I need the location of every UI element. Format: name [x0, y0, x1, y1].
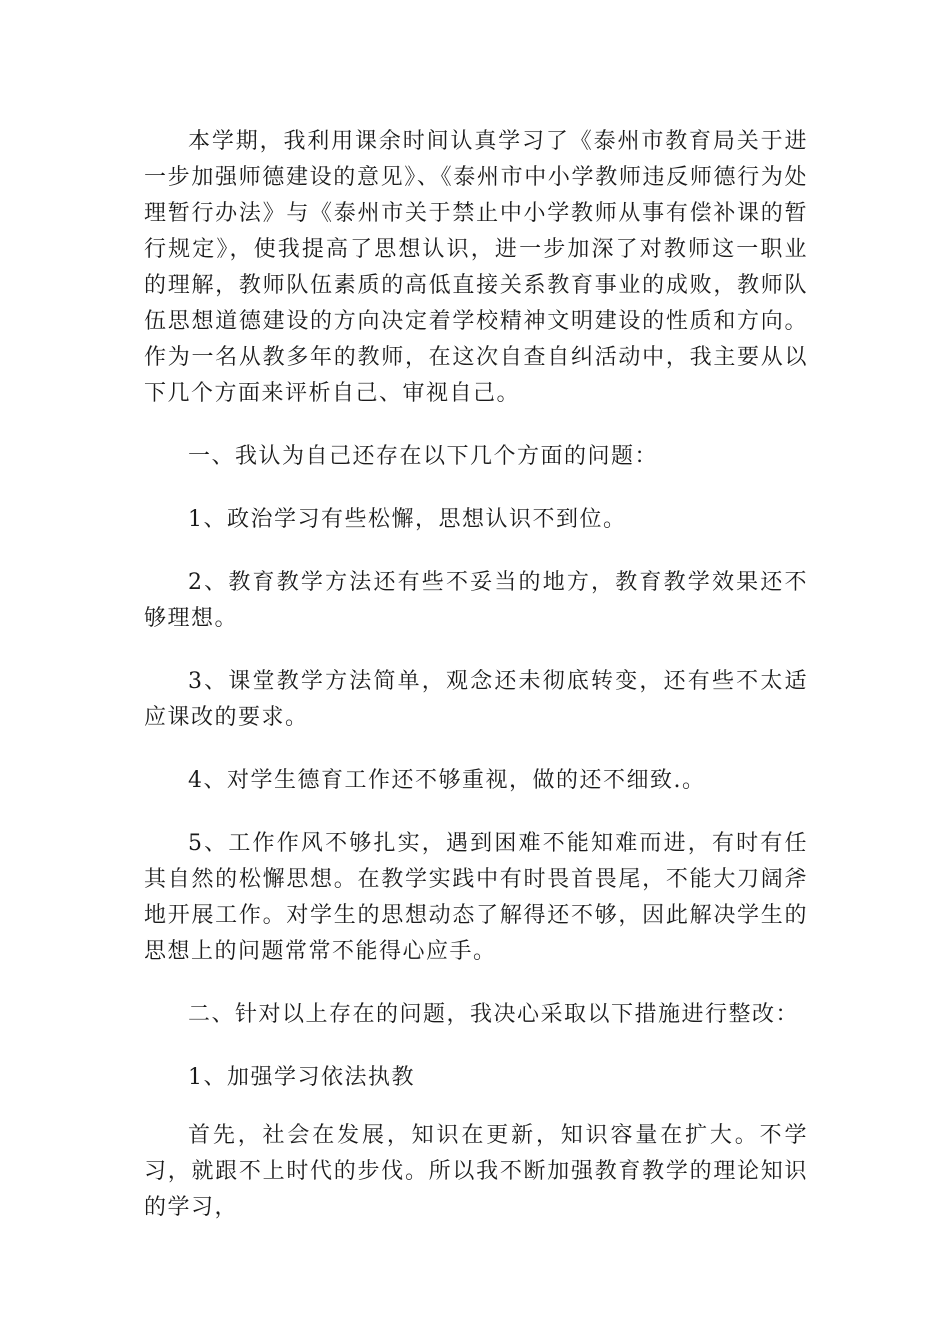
problem-item-5: 5、工作作风不够扎实，遇到困难不能知难而进，有时有任其自然的松懈思想。在教学实践中有时畏首畏尾，不能大刀阔斧地开展工作。对学生的思想动态了解得还不够，因此解决学生的思想上的问题常常不能得心应手。: [144, 831, 808, 964]
problem-item-4: 4、对学生德育工作还不够重视，做的还不细致.。: [188, 768, 706, 793]
problem-item-1: 1、政治学习有些松懈，思想认识不到位。: [188, 507, 627, 532]
problem-item-2: 2、教育教学方法还有些不妥当的地方，教育教学效果还不够理想。: [144, 570, 808, 631]
problem-item-3: 3、课堂教学方法简单，观念还未彻底转变，还有些不太适应课改的要求。: [144, 669, 808, 730]
measure-item-1-heading: 1、加强学习依法执教: [188, 1065, 415, 1090]
intro-paragraph: 本学期，我利用课余时间认真学习了《泰州市教育局关于进一步加强师德建设的意见》、《泰州市中小学教师违反师德行为处理暂行办法》与《泰州市关于禁止中小学教师从事有偿补课的暂行规定》，使我提高了思想认识，进一步加深了对教师这一职业的理解，教师队伍素质的高低直接关系教育事业的成败，教师队伍思想道德建设的方向决定着学校精神文明建设的性质和方向。作为一名从教多年的教师，在这次自查自纠活动中，我主要从以下几个方面来评析自己、审视自己。: [144, 129, 808, 406]
section-heading-problems: 一、我认为自己还存在以下几个方面的问题：: [188, 444, 659, 469]
document-page: [144, 124, 808, 1253]
measure-item-1-body: 首先，社会在发展，知识在更新，知识容量在扩大。不学习，就跟不上时代的步伐。所以我不断加强教育教学的理论知识的学习，: [144, 1123, 808, 1220]
section-heading-measures: 二、针对以上存在的问题，我决心采取以下措施进行整改：: [188, 1002, 800, 1027]
